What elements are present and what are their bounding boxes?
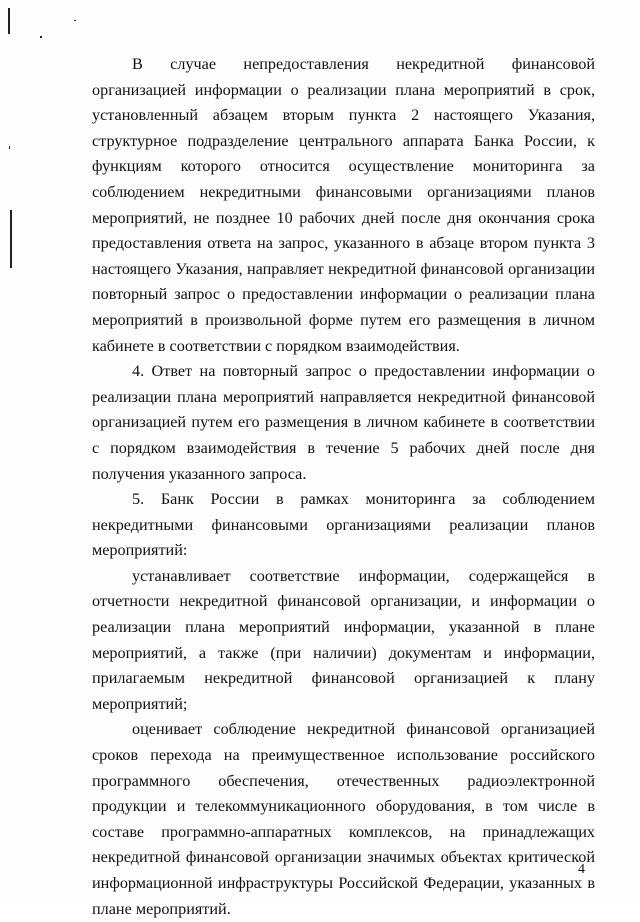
document-body xyxy=(92,52,595,922)
scan-artifact-dot xyxy=(40,36,42,38)
scan-artifact-line xyxy=(10,210,12,268)
paragraph-establishes-compliance: устанавливает соответствие информации, содержащейся в отчетности некредитной финансовой организации, и информации о реализации плана мероприятий информации, указанной в плане мероприятий, а также (при наличии) документам и информации, прилагаемым некредитной финансовой организацией к плану мероприятий; xyxy=(92,566,595,713)
scan-artifact-dot xyxy=(74,20,76,21)
paragraph-evaluates-deadlines: оценивает соблюдение некредитной финансовой организацией сроков перехода на преимущественное использование российского программного обеспечения, отечественных радиоэлектронной продукции и телекоммуникационного оборудования, в том числе в составе программно-аппаратных комплексов, на принадлежащих некредитной финансовой организации значимых объектах критической информационной инфраструктуры Российской Федерации, указанных в плане мероприятий. xyxy=(92,720,595,918)
page-number: 4 xyxy=(578,862,585,877)
paragraph-5-monitoring: 5. Банк России в рамках мониторинга за соблюдением некредитными финансовыми организациями реализации планов мероприятий: xyxy=(92,490,595,560)
paragraph-4-response: 4. Ответ на повторный запрос о предоставлении информации о реализации плана мероприятий направляется некредитной финансовой организацией путем его размещения в личном кабинете в соответствии с порядком взаимодействия в течение 5 рабочих дней после дня получения указанного запроса. xyxy=(92,362,595,483)
scan-artifact-line xyxy=(8,8,10,34)
paragraph-repeat-request: В случае непредоставления некредитной финансовой организацией информации о реализации плана мероприятий в срок, установленный абзацем вторым пункта 2 настоящего Указания, структурное подразделение центрального аппарата Банка России, к функциям которого относится осуществление мониторинга за соблюдением некредитными финансовыми организациями планов мероприятий, не позднее 10 рабочих дней после дня окончания срока предоставления ответа на запрос, указанного в абзаце втором пункта 3 настоящего Указания, направляет некредитной финансовой организации повторный запрос о предоставлении информации о реализации плана мероприятий в произвольной форме путем его размещения в личном кабинете в соответствии с порядком взаимодействия. xyxy=(92,55,595,355)
scan-artifact-dot xyxy=(9,146,10,149)
